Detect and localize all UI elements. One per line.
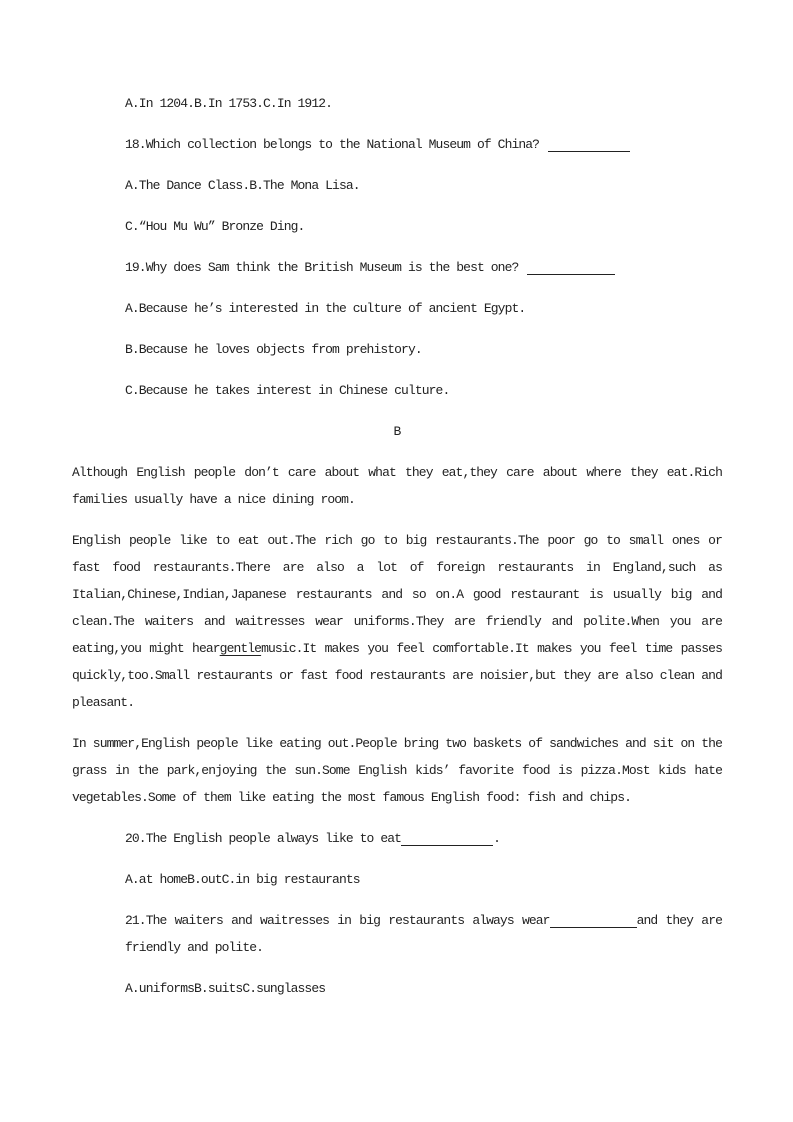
q19-option-c-line — [125, 377, 722, 404]
passage-paragraph-3 — [72, 730, 722, 811]
question-19-answer-blank — [527, 262, 615, 275]
question-21-prompt: 21.The waiters and waitresses in big restaurants always wear — [125, 913, 550, 928]
question-18 — [125, 131, 722, 158]
question-18-answer-blank — [548, 139, 630, 152]
q19-option-b-line — [125, 336, 722, 363]
passage-paragraph-2-before: English people like to eat out.The rich go to big restaurants.The poor go to small ones or fast food restaurants.There are also a lot of foreign restaurants in England,such as Italian,Chinese,Indian,Japanese restaurants and so on.A good restaurant is usually big and clean.The waiters and waitresses wear uniforms.They are friendly and polite.When you are eating,you might hear — [72, 533, 722, 656]
question-19-prompt: 19.Why does Sam think the British Museum is the best one? — [125, 260, 519, 275]
q19-option-c-text: C.Because he takes interest in Chinese culture. — [125, 383, 450, 398]
question-21 — [125, 907, 722, 961]
q19-option-a-line — [125, 295, 722, 322]
passage-paragraph-1-text: Although English people don’t care about what they eat,they care about where they eat.Rich families usually have a nice dining room. — [72, 465, 722, 507]
passage-underlined-word: gentle — [219, 641, 262, 656]
q18-options-ab-line — [125, 172, 722, 199]
q21-options-text: A.uniformsB.suitsC.sunglasses — [125, 981, 326, 996]
question-21-after-blank: and they are friendly and polite. — [125, 913, 722, 955]
question-20-prompt: 20.The English people always like to eat — [125, 831, 402, 846]
q18-option-c-text: C.“Hou Mu Wu” Bronze Ding. — [125, 219, 305, 234]
passage-paragraph-3-text: In summer,English people like eating out.People bring two baskets of sandwiches and sit on the grass in the park,enjoying the sun.Some English kids’ favorite food is pizza.Most kids hate vegetables.Some of them like eating the most famous English food: fish and chips. — [72, 736, 722, 805]
question-19 — [125, 254, 722, 281]
q18-options-ab-text: A.The Dance Class.B.The Mona Lisa. — [125, 178, 360, 193]
q19-option-a-text: A.Because he’s interested in the culture of ancient Egypt. — [125, 301, 526, 316]
question-21-answer-blank — [550, 915, 637, 928]
passage-paragraph-2-after: music.It makes you feel comfortable.It makes you feel time passes quickly,too.Small restaurants or fast food restaurants are noisier,but they are also clean and pleasant. — [72, 641, 722, 710]
q17-options-line — [125, 90, 722, 117]
section-b-label: B — [393, 424, 401, 439]
q20-options-line — [125, 866, 722, 893]
question-20-after-blank: . — [493, 831, 500, 846]
passage-paragraph-2 — [72, 527, 722, 716]
q19-option-b-text: B.Because he loves objects from prehistory. — [125, 342, 422, 357]
q18-option-c-line — [125, 213, 722, 240]
section-b-heading — [72, 418, 722, 445]
q17-options-text: A.In 1204.B.In 1753.C.In 1912. — [125, 96, 333, 111]
question-18-prompt: 18.Which collection belongs to the National Museum of China? — [125, 137, 540, 152]
question-20 — [125, 825, 722, 852]
q21-options-line — [125, 975, 722, 1002]
q20-options-text: A.at homeB.outC.in big restaurants — [125, 872, 360, 887]
question-20-answer-blank — [401, 833, 493, 846]
passage-paragraph-1 — [72, 459, 722, 513]
